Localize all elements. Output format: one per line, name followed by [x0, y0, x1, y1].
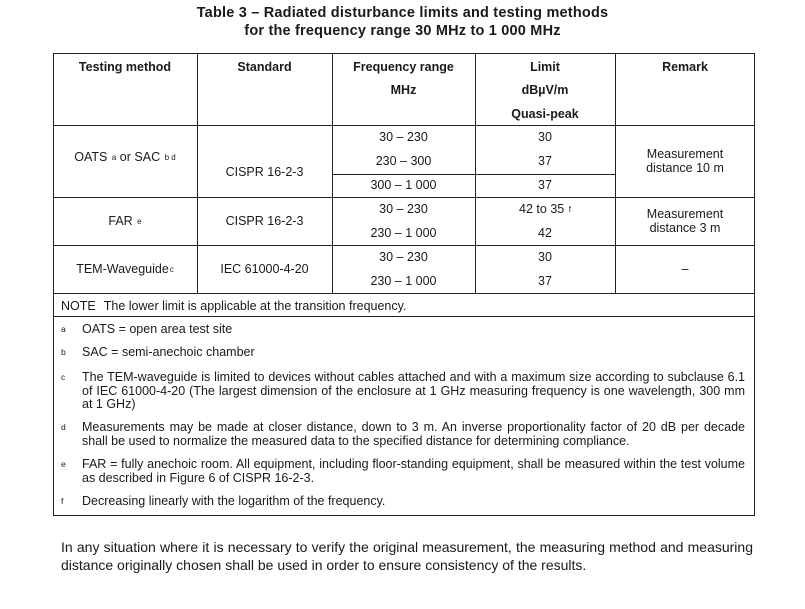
footnote-text: Decreasing linearly with the logarithm of the frequency. — [82, 494, 386, 508]
footnote-text: OATS = open area test site — [82, 322, 233, 336]
method-tem-waveguide: TEM-Waveguide c — [76, 262, 174, 276]
footnote-f — [61, 495, 745, 509]
header-divider — [53, 125, 755, 126]
freq-cell: 30 – 230 — [379, 202, 428, 216]
header-testing-method: Testing method — [78, 60, 172, 74]
footnote-text: FAR = fully anechoic room. All equipment, including floor-standing equipment, shall be measured within the test volume as described in Figure 6 of CISPR 16-2-3. — [82, 457, 745, 485]
freq-cell: 30 – 230 — [379, 250, 428, 264]
method-far: FAR e — [108, 214, 142, 228]
freq-cell: 230 – 300 — [375, 154, 432, 168]
header-standard: Standard — [237, 60, 292, 74]
table-note — [61, 299, 406, 313]
header-limit-unit: dBµV/m — [521, 83, 569, 97]
freq-cell: 300 – 1 000 — [370, 178, 437, 192]
limit-cell: 37 — [538, 154, 552, 168]
freq-cell: 230 – 1 000 — [370, 274, 437, 288]
note-label: NOTE — [61, 299, 96, 313]
footnote-text: Measurements may be made at closer distance, down to 3 m. An inverse proportionality factor of 20 dB per decade shall be used to normalize the measured data to the specified distance for determining compliance. — [82, 420, 745, 448]
limit-cell: 42 — [538, 226, 552, 240]
header-limit: Limit — [530, 60, 560, 74]
footnote-a — [61, 323, 745, 337]
remark-line: Measurement — [646, 147, 724, 161]
header-remark: Remark — [662, 60, 708, 74]
freq-cell: 230 – 1 000 — [370, 226, 437, 240]
standard-cispr-16-2-3: CISPR 16-2-3 — [225, 214, 304, 228]
limit-cell: 37 — [538, 274, 552, 288]
footnote-b — [61, 346, 745, 360]
limit-cell: 30 — [538, 250, 552, 264]
remark-dash: – — [681, 262, 689, 276]
table-title-line2: for the frequency range 30 MHz to 1 000 MHz — [244, 23, 561, 39]
body-paragraph: In any situation where it is necessary to verify the original measurement, the measuring method and measuring distance originally chosen shall be used in order to ensure consistency of the results. — [61, 539, 753, 573]
footnote-text: SAC = semi-anechoic chamber — [82, 345, 255, 359]
limit-cell: 30 — [538, 130, 552, 144]
group-divider — [53, 245, 755, 246]
footnote-key: e — [61, 459, 66, 469]
footnote-key: d — [61, 422, 66, 432]
footnote-key: c — [61, 372, 66, 382]
method-oats-sac: OATS a or SAC b d — [74, 150, 176, 164]
header-frequency-unit: MHz — [390, 83, 417, 97]
footnote-key: b — [61, 347, 66, 357]
table-title-line1: Table 3 – Radiated disturbance limits and testing methods — [196, 5, 609, 21]
table-body-end — [53, 293, 755, 294]
footnote-key: a — [61, 324, 66, 334]
header-limit-detector: Quasi-peak — [511, 107, 579, 121]
limit-cell: 42 to 35 f — [519, 202, 571, 216]
footnote-c — [61, 371, 745, 412]
remark-line: distance 10 m — [646, 161, 724, 175]
note-divider — [53, 316, 755, 317]
footnote-d — [61, 421, 745, 448]
row-divider — [332, 174, 615, 175]
remark-line: Measurement — [646, 207, 724, 221]
group-divider — [53, 197, 755, 198]
header-frequency-range: Frequency range — [353, 60, 454, 74]
remark-line: distance 3 m — [649, 221, 721, 235]
footnote-key: f — [61, 496, 64, 506]
standard-iec-61000-4-20: IEC 61000-4-20 — [220, 262, 309, 276]
freq-cell: 30 – 230 — [379, 130, 428, 144]
standard-cispr-16-2-3: CISPR 16-2-3 — [225, 165, 304, 179]
footnote-text: The TEM-waveguide is limited to devices without cables attached and with a maximum size according to subclause 6.1 of IEC 61000-4-20 (The largest dimension of the enclosure at 1 GHz measuring frequency is one wavelength, 300 mm at 1 GHz) — [82, 370, 745, 411]
note-text: The lower limit is applicable at the transition frequency. — [103, 299, 407, 313]
footnote-e — [61, 458, 745, 485]
limit-cell: 37 — [538, 178, 552, 192]
